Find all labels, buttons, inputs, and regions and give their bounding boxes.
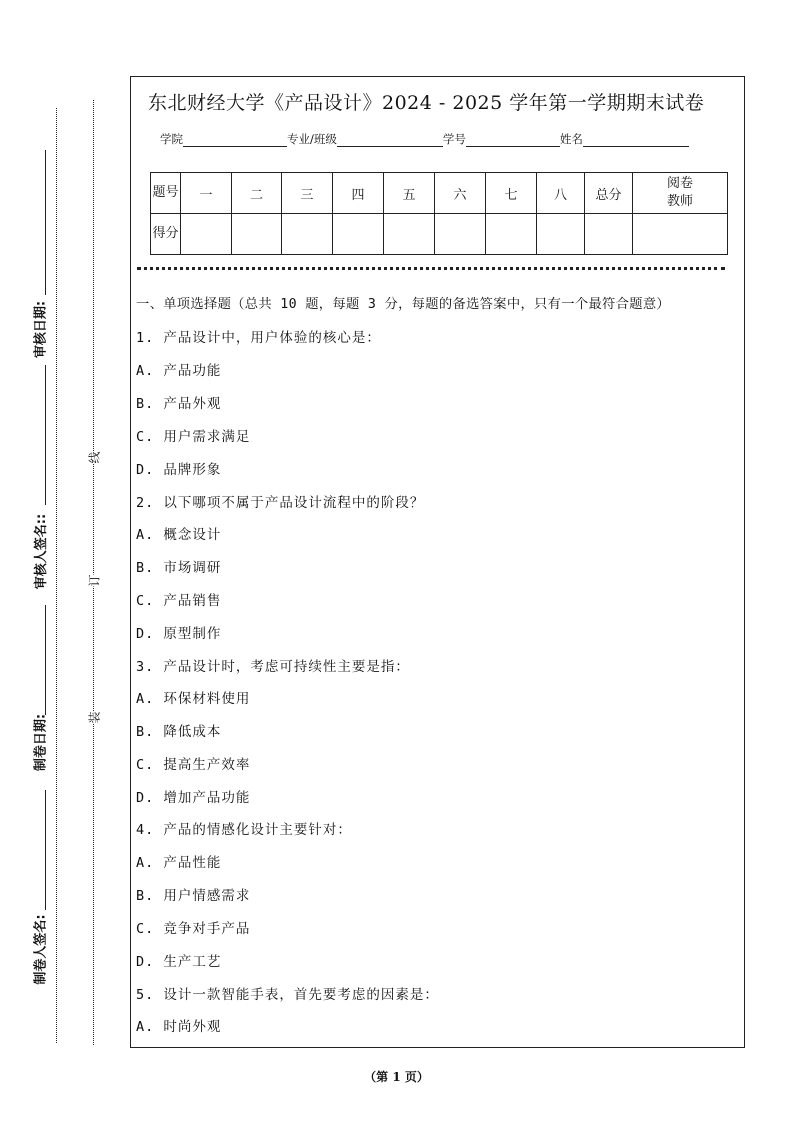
col-total: 总分	[585, 173, 633, 214]
score-cell-7[interactable]	[486, 214, 537, 255]
score-label: 得分	[151, 214, 181, 255]
score-table-header-row	[151, 173, 728, 214]
score-cell-8[interactable]	[537, 214, 585, 255]
q3-option-d[interactable]: D. 增加产品功能	[136, 790, 251, 806]
binding-order-char: 订	[87, 574, 102, 587]
q2-option-d[interactable]: D. 原型制作	[136, 626, 222, 642]
col-5: 五	[384, 173, 435, 214]
binding-dotted-line	[93, 100, 94, 1045]
q2-option-c[interactable]: C. 产品销售	[136, 593, 222, 609]
q5-stem: 5. 设计一款智能手表，首先要考虑的因素是：	[136, 987, 439, 1003]
major-field[interactable]	[337, 134, 443, 147]
student-info-row	[160, 131, 689, 147]
college-label: 学院	[160, 132, 183, 146]
college-field[interactable]	[183, 134, 287, 147]
score-cell-4[interactable]	[333, 214, 384, 255]
question-number-label: 题号	[151, 173, 181, 214]
col-6: 六	[435, 173, 486, 214]
reviewer-sign-label: 审核人签名::	[34, 513, 49, 590]
name-label: 姓名	[559, 132, 583, 146]
score-table	[150, 172, 728, 255]
q2-option-a[interactable]: A. 概念设计	[136, 527, 222, 543]
score-cell-grader[interactable]	[633, 214, 728, 255]
q3-option-b[interactable]: B. 降低成本	[136, 724, 222, 740]
score-cell-1[interactable]	[181, 214, 232, 255]
student-id-field[interactable]	[466, 134, 560, 147]
maker-sign-blank	[45, 790, 46, 910]
exam-title: 东北财经大学《产品设计》2024 - 2025 学年第一学期期末试卷	[148, 92, 705, 114]
q3-option-c[interactable]: C. 提高生产效率	[136, 757, 251, 773]
score-cell-3[interactable]	[282, 214, 333, 255]
review-date-blank	[45, 150, 46, 295]
score-cell-6[interactable]	[435, 214, 486, 255]
binding-bind-char: 装	[87, 711, 102, 724]
q1-option-c[interactable]: C. 用户需求满足	[136, 429, 251, 445]
score-cell-5[interactable]	[384, 214, 435, 255]
q1-option-a[interactable]: A. 产品功能	[136, 363, 222, 379]
q4-stem: 4. 产品的情感化设计主要针对：	[136, 822, 352, 838]
q2-option-b[interactable]: B. 市场调研	[136, 560, 222, 576]
col-3: 三	[282, 173, 333, 214]
q4-option-b[interactable]: B. 用户情感需求	[136, 888, 251, 904]
score-cell-2[interactable]	[232, 214, 282, 255]
name-field[interactable]	[583, 134, 689, 147]
col-2: 二	[232, 173, 282, 214]
make-date-label: 制卷日期:	[33, 713, 49, 772]
q4-option-d[interactable]: D. 生产工艺	[136, 954, 222, 970]
col-7: 七	[486, 173, 537, 214]
q2-stem: 2. 以下哪项不属于产品设计流程中的阶段？	[136, 495, 425, 511]
col-4: 四	[333, 173, 384, 214]
margin-outer-dotted-line	[56, 108, 57, 1043]
section1-heading: 一、单项选择题（总共 10 题，每题 3 分，每题的备选答案中，只有一个最符合题意）	[136, 297, 671, 312]
header-separator	[137, 267, 725, 270]
q4-option-a[interactable]: A. 产品性能	[136, 855, 222, 871]
col-grader	[633, 173, 728, 214]
maker-sign-label: 制卷人签名:	[33, 914, 49, 985]
page-number: （第 1 页）	[364, 1070, 429, 1084]
make-date-blank	[45, 605, 46, 715]
q3-stem: 3. 产品设计时，考虑可持续性主要是指：	[136, 659, 410, 675]
col-1: 一	[181, 173, 232, 214]
grader-label-1: 阅卷	[666, 176, 693, 191]
q1-option-d[interactable]: D. 品牌形象	[136, 462, 222, 478]
binding-line-char: 线	[87, 451, 102, 464]
col-8: 八	[537, 173, 585, 214]
major-label: 专业/班级	[287, 132, 337, 146]
q1-option-b[interactable]: B. 产品外观	[136, 396, 222, 412]
student-id-label: 学号	[442, 132, 466, 146]
review-date-label: 审核日期:	[33, 300, 49, 359]
grader-label-2: 教师	[666, 194, 693, 209]
reviewer-sign-blank	[45, 365, 46, 505]
q3-option-a[interactable]: A. 环保材料使用	[136, 691, 251, 707]
q5-option-a[interactable]: A. 时尚外观	[136, 1019, 222, 1035]
score-cell-total[interactable]	[585, 214, 633, 255]
score-table-score-row	[151, 214, 728, 255]
q1-stem: 1. 产品设计中，用户体验的核心是：	[136, 330, 381, 346]
q4-option-c[interactable]: C. 竞争对手产品	[136, 921, 251, 937]
